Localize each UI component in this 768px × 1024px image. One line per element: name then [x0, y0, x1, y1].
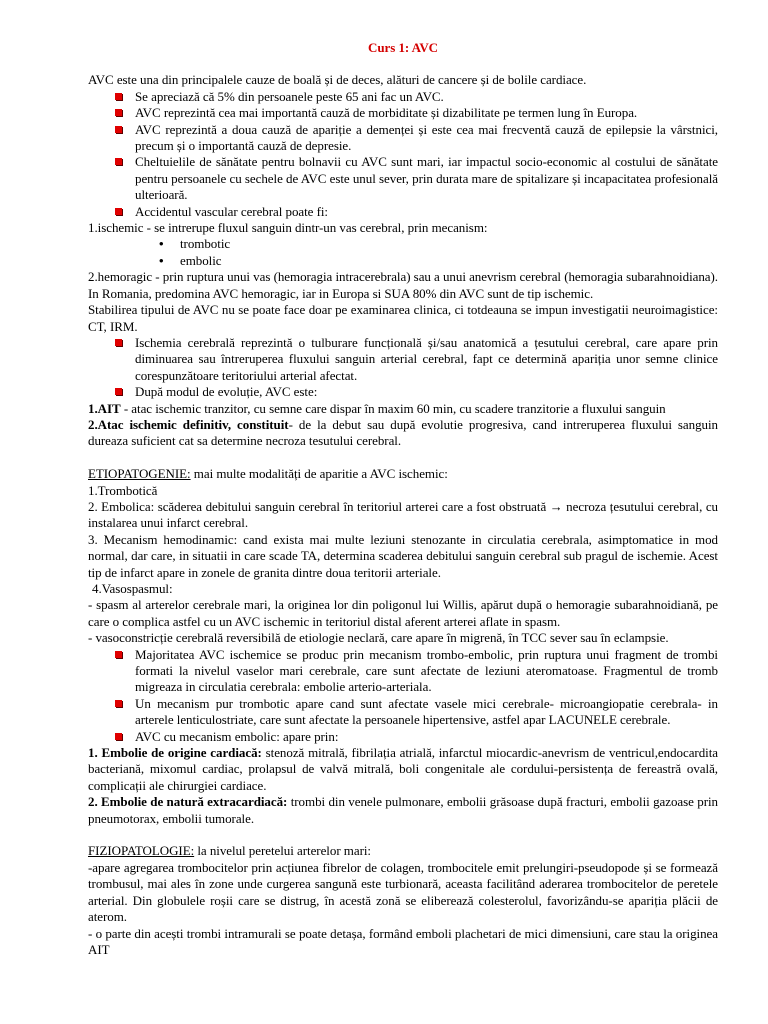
- dot-bullet-icon: •: [159, 252, 164, 268]
- diagnosis-note: Stabilirea tipului de AVC nu se poate face doar pe examinarea clinica, ci totdeauna se impun investigatii neuroimagistice: CT, IRM.: [88, 302, 718, 334]
- bullet-marker: [115, 109, 122, 116]
- bullet-text: Un mecanism pur trombotic apare cand sunt afectate vasele mici cerebrale- microangiopatie cerebrala- in arterele lenticulostriate, care sunt afectate la persoanele hipertensive, astfel apar LACUNELE cerebrale.: [135, 695, 718, 728]
- ischemia-bullet-list: [88, 335, 718, 401]
- ischemic-paragraph: 1.ischemic - se intrerupe fluxul sanguin dintr-un vas cerebral, prin mecanism:: [88, 220, 488, 236]
- bullet-item: [88, 154, 718, 203]
- embolism-extracardiac: [88, 794, 718, 827]
- evolution-ait: [88, 401, 718, 417]
- physiopathology-item: -apare agregarea trombocitelor prin acțiunea fibrelor de colagen, trombocitele emit prelungiri-pseudopode și se formează trombusul, mai ales în zone unde curgerea sangună este turbionară, aceasta facilitând aderarea trombocitelor de peretele arterial. Din globulele roșii care se distrug, în acestă zonă se eliberează colesterolul, favorizându-se apariția plăcii de aterom.: [88, 859, 718, 925]
- evolution-text: - de la debut sau după evolutie progresiva, cand intreruperea fluxului sanguin dureaza suficient cat sa determine necroza tesutului cerebral.: [88, 416, 719, 449]
- bullet-marker: [115, 651, 122, 658]
- mechanism-item: [88, 253, 718, 269]
- bullet-text: AVC cu mecanism embolic: apare prin:: [135, 728, 339, 744]
- etiology-item: 1.Trombotică: [88, 482, 158, 498]
- etiology-item: 4.Vasospasmul:: [92, 580, 173, 596]
- fiziopatologie-heading-line: [88, 843, 718, 859]
- bullet-item: [88, 647, 718, 696]
- bullet-text: Accidentul vascular cerebral poate fi:: [135, 203, 328, 219]
- bullet-item: [88, 335, 718, 384]
- hemorrhagic-paragraph: 2.hemoragic - prin ruptura unui vas (hemoragia intracerebrala) sau a unui anevrism cerebral (hemoragia subarahnoidiana).: [88, 269, 719, 285]
- bullet-text: AVC reprezintă a doua cauză de apariție a demenței și este cea mai frecventă cauză de epilepsie la vârstnici, precum și o importantă cauză de depresie.: [135, 121, 718, 154]
- evolution-label: 1.AIT: [88, 400, 121, 416]
- bullet-text: După modul de evoluție, AVC este:: [135, 384, 318, 400]
- intro-paragraph: AVC este una din principalele cauze de boală și de deces, alături de cancere și de bolile cardiace.: [88, 72, 587, 88]
- overview-bullet-list: [88, 89, 718, 220]
- section-subtitle: la nivelul peretelui arterelor mari:: [197, 843, 371, 859]
- mechanism-item: [88, 236, 718, 252]
- dot-bullet-icon: •: [159, 236, 164, 252]
- bullet-item: [88, 105, 718, 121]
- bullet-item: [88, 696, 718, 729]
- bullet-item: [88, 122, 718, 155]
- bullet-marker: [115, 93, 122, 100]
- bullet-item: [88, 89, 718, 105]
- bullet-marker: [115, 700, 122, 707]
- bullet-text: Se apreciază că 5% din persoanele peste 65 ani fac un AVC.: [135, 88, 444, 104]
- bullet-item: [88, 204, 718, 220]
- etiology-item: - spasm al arterelor cerebrale mari, la originea lor din poligonul lui Willis, apărut după o hemoragie subarahnoidiană, pe care o complica astfel cu un AVC ischemic in teritoriul distal aferent arterei aflate in spasm.: [88, 597, 718, 629]
- bullet-marker: [115, 733, 122, 740]
- embolism-label: 1. Embolie de origine cardiacă:: [88, 745, 262, 761]
- etiology-item: 2. Embolica: scăderea debitului sanguin cerebral în teritoriul arterei care a fost obstruată → necroza țesutului cerebral, cu instalarea unui infarct cerebral.: [88, 498, 718, 531]
- section-heading: ETIOPATOGENIE:: [88, 466, 191, 482]
- bullet-item: [88, 384, 718, 400]
- bullet-text: AVC reprezintă cea mai importantă cauză de morbiditate și dizabilitate pe termen lung în Europa.: [135, 105, 638, 121]
- etiology-bullet-list: [88, 647, 718, 745]
- page-title: Curs 1: AVC: [368, 40, 438, 55]
- section-heading: FIZIOPATOLOGIE:: [88, 843, 195, 859]
- evolution-definitive: [88, 417, 718, 450]
- mechanism-text: trombotic: [180, 236, 231, 252]
- bullet-marker: [115, 388, 122, 395]
- bullet-marker: [115, 208, 122, 215]
- section-subtitle: mai multe modalități de aparitie a AVC ischemic:: [193, 466, 448, 482]
- bullet-text: Cheltuielile de sănătate pentru bolnavii cu AVC sunt mari, iar impactul socio-economic al costului de sănătate pentru persoanele cu sechele de AVC este unul sever, prin durata mare de spitalizare și incapacitatea profesională ulterioară.: [135, 154, 718, 203]
- evolution-label: 2.Atac ischemic definitiv, constituit: [88, 416, 289, 432]
- etiopatogenie-heading-line: [88, 466, 718, 482]
- bullet-marker: [115, 339, 122, 346]
- mechanism-list: [88, 236, 718, 269]
- bullet-marker: [115, 126, 122, 133]
- etiology-item: - vasoconstricție cerebrală reversibilă de etiologie neclară, care apare în migrenă, în TCC sever sau în eclampsie.: [88, 630, 669, 646]
- evolution-text: - atac ischemic tranzitor, cu semne care dispar în maxim 60 min, cu scadere tranzitorie a fluxului sanguin: [123, 400, 666, 416]
- mechanism-text: embolic: [180, 252, 222, 268]
- embolism-text: trombi din venele pulmonare, embolii grăsoase după fracturi, embolii gazoase prin pneumotorax, embolii tumorale.: [88, 794, 718, 826]
- bullet-text: Ischemia cerebrală reprezintă o tulburare funcțională și/sau anatomică a țesutului cerebral, care apare prin diminuarea sau întreruperea fluxului sanguin arterial cerebral, fapt ce determină apariția unor semne clinice corespunzătoare teritoriului arterial afectat.: [135, 334, 718, 383]
- etiology-item: 3. Mecanism hemodinamic: cand exista mai multe leziuni stenozante in circulatia cerebrala, asimptomatice in mod normal, dar care, in situatii in care scade TA, determina scaderea debitului sanguin cerebral sub pragul de ischemie. Acest tip de infarct apare in zonele de granita dintre doua teritorii arteriale.: [88, 531, 718, 580]
- bullet-text: Majoritatea AVC ischemice se produc prin mecanism trombo-embolic, prin ruptura unui fragment de trombi formati la nivelul vaselor mari cerebrale, care sunt afectate de leziuni ateromatoase. Fragmentul de tromb migreaza in circulatia cerebrala: embolie arterio-arteriala.: [135, 646, 718, 695]
- physiopathology-item: - o parte din acești trombi intramurali se poate detașa, formând emboli plachetari de mici dimensiuni, care stau la originea AIT: [88, 925, 718, 957]
- embolism-cardiac: [88, 745, 718, 794]
- embolism-text: stenoză mitrală, fibrilația atrială, infarctul miocardic-anevrism de ventricul,endocardita bacteriană, mixomul cardiac, prolapsul de valvă mitrală, boli congenitale ale cordului-persistența de fereastră ovală, complicații ale chirurgiei cardiace.: [88, 745, 718, 793]
- bullet-item: [88, 729, 718, 745]
- embolism-label: 2. Embolie de natură extracardiacă:: [88, 794, 288, 810]
- document-page: [88, 40, 718, 958]
- romania-note: In Romania, predomina AVC hemoragic, iar in Europa si SUA 80% din AVC sunt de tip ischemic.: [88, 285, 594, 301]
- bullet-marker: [115, 158, 122, 165]
